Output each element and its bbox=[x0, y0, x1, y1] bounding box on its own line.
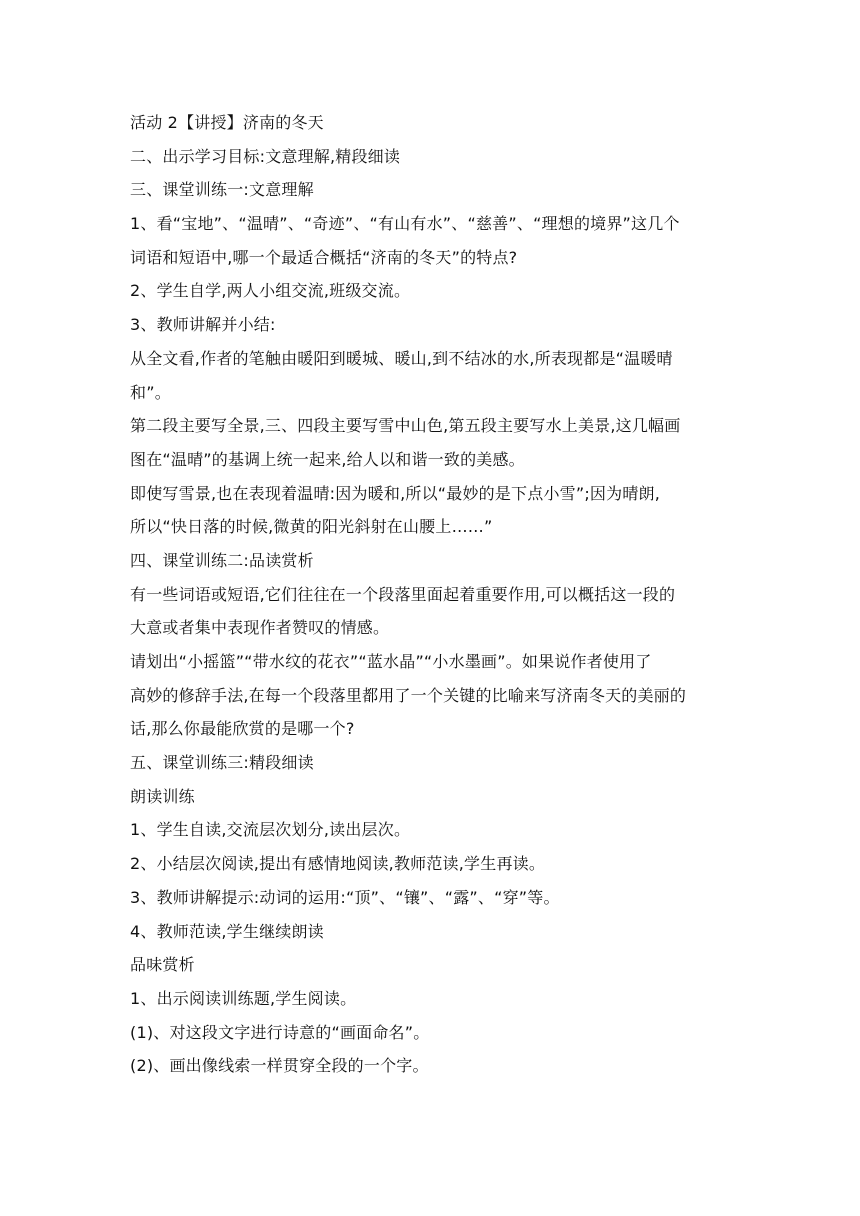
activity-title: 活动 2【讲授】济南的冬天 bbox=[130, 113, 324, 132]
text-line: 1、看“宝地”、“温晴”、“奇迹”、“有山有水”、“慈善”、“理想的境界”这几个 bbox=[130, 214, 680, 234]
text-line: 所以“快日落的时候,微黄的阳光斜射在山腰上……” bbox=[130, 517, 493, 537]
list-item: 3、教师讲解提示:动词的运用:“顶”、“镶”、“露”、“穿”等。 bbox=[130, 887, 560, 907]
section-heading: 三、课堂训练一:文意理解 bbox=[130, 180, 314, 200]
text-line: 大意或者集中表现作者赞叹的情感。 bbox=[130, 618, 390, 638]
text-line: 有一些词语或短语,它们往往在一个段落里面起着重要作用,可以概括这一段的 bbox=[130, 584, 676, 604]
list-item: (1)、对这段文字进行诗意的“画面命名”。 bbox=[130, 1022, 430, 1042]
text-line: 高妙的修辞手法,在每一个段落里都用了一个关键的比喻来写济南冬天的美丽的 bbox=[130, 685, 687, 705]
text-line: 和”。 bbox=[130, 382, 171, 402]
list-item: 1、学生自读,交流层次划分,读出层次。 bbox=[130, 820, 411, 840]
list-item: (2)、画出像线索一样贯穿全段的一个字。 bbox=[130, 1056, 429, 1076]
subheading: 朗读训练 bbox=[130, 786, 195, 806]
text-line: 词语和短语中,哪一个最适合概括“济南的冬天”的特点? bbox=[130, 247, 518, 267]
list-item: 1、出示阅读训练题,学生阅读。 bbox=[130, 988, 357, 1008]
section-heading: 五、课堂训练三:精段细读 bbox=[130, 753, 314, 773]
section-heading: 四、课堂训练二:品读赏析 bbox=[130, 550, 314, 570]
text-line: 请划出“小摇篮”“带水纹的花衣”“蓝水晶”“小水墨画”。如果说作者使用了 bbox=[130, 652, 652, 671]
text-line: 第二段主要写全景,三、四段主要写雪中山色,第五段主要写水上美景,这几幅画 bbox=[130, 416, 681, 436]
text-line: 从全文看,作者的笔触由暖阳到暖城、暖山,到不结冰的水,所表现都是“温暖晴 bbox=[130, 348, 673, 368]
document-body bbox=[130, 106, 730, 1083]
text-line: 2、学生自学,两人小组交流,班级交流。 bbox=[130, 281, 411, 301]
text-line: 图在“温晴”的基调上统一起来,给人以和谐一致的美感。 bbox=[130, 449, 525, 469]
list-item: 2、小结层次阅读,提出有感情地阅读,教师范读,学生再读。 bbox=[130, 854, 546, 874]
text-line: 3、教师讲解并小结: bbox=[130, 315, 276, 335]
subheading: 品味赏析 bbox=[130, 955, 195, 975]
text-line: 话,那么你最能欣赏的是哪一个? bbox=[130, 719, 355, 739]
section-heading: 二、出示学习目标:文意理解,精段细读 bbox=[130, 146, 401, 166]
list-item: 4、教师范读,学生继续朗读 bbox=[130, 921, 324, 941]
text-line: 即使写雪景,也在表现着温晴:因为暖和,所以“最妙的是下点小雪”;因为晴朗, bbox=[130, 483, 661, 503]
